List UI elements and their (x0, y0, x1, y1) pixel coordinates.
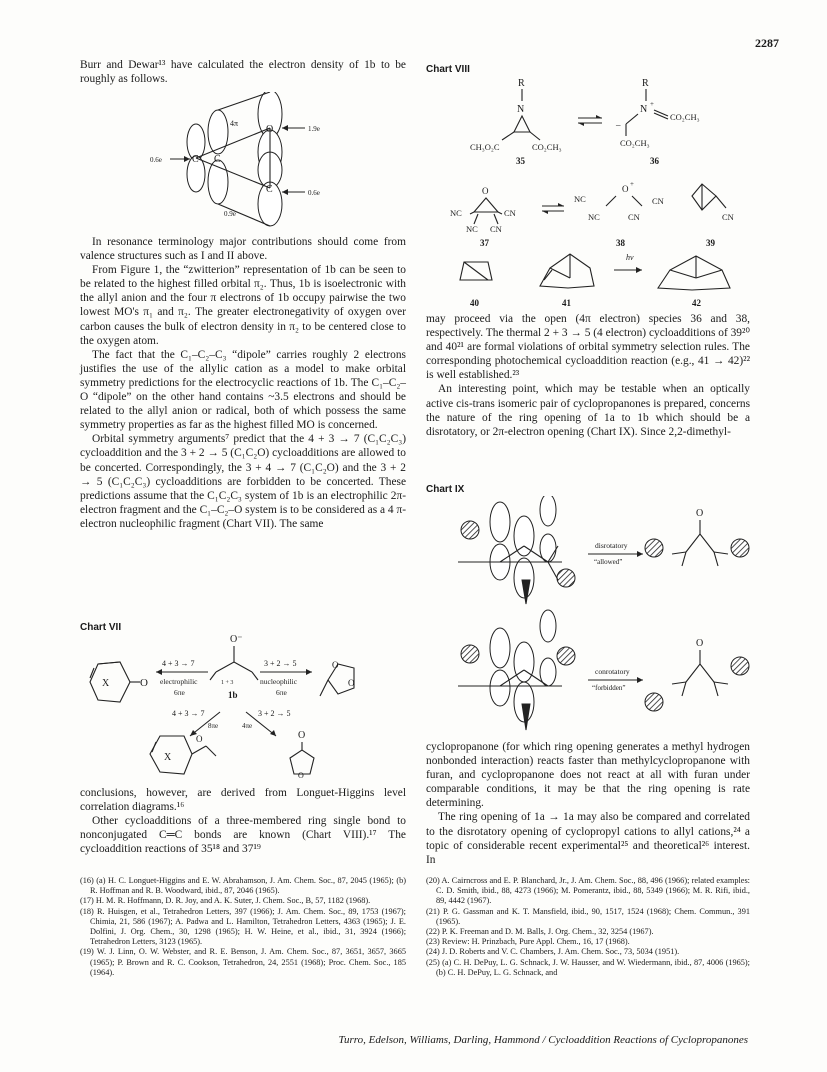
reference: (19) W. J. Linn, O. W. Webster, and R. E. Benson, J. Am. Chem. Soc., 87, 3651, 3657, 3665 (1965); P. Brown and R. C. Cookson, Tetrahedron, 24, 2551 (1968); Proc. Chem. Soc., 185 (1964). (80, 947, 406, 977)
orbital-lobes (187, 92, 282, 226)
svg-text:39: 39 (706, 238, 715, 248)
svg-text:C: C (192, 154, 199, 165)
svg-text:3 + 2 → 5: 3 + 2 → 5 (258, 709, 291, 718)
svg-text:NC: NC (450, 208, 462, 218)
paragraph: may proceed via the open (4π electron) species 36 and 38, respectively. The thermal 2 + 3 → 5 (4 electron) cycloadditions of 39²⁰ and 40²¹ are formal violations of orbital symmetry selection rules. The corresponding photochemical cycloaddition reaction (e.g., 41 → 42)²² is well established.²³ (426, 313, 750, 382)
svg-text:CN: CN (490, 224, 502, 234)
label-4pi: 4π (230, 119, 239, 128)
svg-text:“allowed”: “allowed” (594, 558, 623, 566)
arrow-label: 4 + 3 → 7 (162, 659, 195, 668)
svg-text:O: O (298, 771, 304, 780)
svg-text:N: N (517, 104, 525, 115)
svg-text:CN: CN (652, 196, 664, 206)
conrotatory-orbitals (458, 610, 575, 730)
svg-text:R: R (518, 78, 525, 89)
svg-text:4πe: 4πe (242, 722, 253, 730)
svg-text:NC: NC (574, 194, 586, 204)
svg-text:O: O (298, 730, 306, 741)
svg-text:O: O (622, 184, 629, 194)
dioxolane-right (320, 660, 355, 696)
svg-text:4 + 3 → 7: 4 + 3 → 7 (172, 709, 205, 718)
svg-text:O: O (696, 508, 704, 519)
svg-text:“forbidden”: “forbidden” (592, 684, 626, 692)
bicyclic-ketone-left (90, 662, 148, 702)
svg-text:hν: hν (626, 253, 634, 262)
svg-text:40: 40 (470, 298, 479, 308)
svg-text:C: C (214, 154, 221, 165)
paragraph: In resonance terminology major contributions should come from valence structures such as I and II above. (80, 236, 406, 263)
svg-text:CN: CN (504, 208, 516, 218)
chart7-figure (80, 632, 410, 782)
svg-text:disrotatory: disrotatory (595, 541, 628, 550)
svg-text:NC: NC (588, 212, 600, 222)
svg-text:8πe: 8πe (208, 722, 219, 730)
svg-text:C: C (266, 184, 273, 195)
bicyclic-ether-product (150, 734, 216, 774)
running-footer: Turro, Edelson, Williams, Darling, Hammond / Cycloaddition Reactions of Cyclopropanones (338, 1034, 748, 1046)
svg-text:37: 37 (480, 238, 489, 248)
svg-text:NC: NC (466, 224, 478, 234)
paragraph: Other cycloadditions of a three-membered ring single bond to nonconjugated C═C bonds are known (Chart VIII).¹⁷ The cycloaddition reactions of 35¹⁸ and 37¹⁹ (80, 815, 406, 856)
left-intro (80, 58, 406, 86)
intro-paragraph: Burr and Dewar¹³ have calculated the electron density of 1b to be roughly as follows. (80, 59, 406, 86)
reference: (25) (a) C. H. DePuy, L. G. Schnack, J. W. Hausser, and W. Wiedermann, ibid., 87, 4006 (1965); (b) C. H. DePuy, L. G. Schnack, and (426, 957, 750, 977)
svg-text:O: O (482, 186, 489, 196)
label-left-density: 0.6e (150, 156, 162, 164)
chart8-title: Chart VIII (426, 64, 470, 75)
svg-text:3 + 2 → 5: 3 + 2 → 5 (264, 659, 297, 668)
chart7-title: Chart VII (80, 622, 122, 633)
paragraph: From Figure 1, the “zwitterion” representation of 1b can be seen to be related to the highest filled orbital π₂. Thus, 1b is isoelectronic with the allyl anion and the four π electrons of 1b occupy pairwise the two lowest MO's π₁ and π₂. The greater electronegativity of oxygen over carbon causes the bulk of electron density in π₂ to be centered close to the oxygen atom. (80, 264, 406, 347)
references-right (426, 876, 750, 978)
disrotatory-product (645, 508, 749, 566)
chart8-figure (430, 74, 770, 310)
svg-text:conrotatory: conrotatory (595, 667, 630, 676)
left-body (80, 235, 406, 531)
conrotatory-product (645, 638, 749, 711)
svg-text:N: N (640, 104, 648, 115)
svg-text:CH₃O₂C: CH₃O₂C (470, 142, 500, 152)
paragraph: Orbital symmetry arguments⁷ predict that the 4 + 3 → 7 (C₁C₂C₃) cycloaddition and the 3 + 2 → 5 (C₁C₂O) cycloadditions are allowed to be concerted. Correspondingly, the 3 + 4 → 7 (C₁C₂O) and the 3 + 2 → 5 (C₁C₂C₃) cycloadditions are forbidden to be concerted. These predictions assume that the C₁C₂C₃ system of 1b is an electrophilic 2π-electron fragment and the C₁–C₂–O system is to be considered as a 4 π-electron nucleophilic fragment (Chart VII). The same (80, 433, 406, 530)
svg-text:1 + 3: 1 + 3 (221, 680, 234, 686)
left-body-2 (80, 786, 406, 856)
svg-text:O: O (140, 677, 148, 689)
o-minus: O⁻ (230, 634, 243, 645)
svg-text:O: O (266, 124, 274, 135)
chart9-title: Chart IX (426, 484, 465, 495)
reference: (18) R. Huisgen, et al., Tetrahedron Letters, 397 (1966); J. Am. Chem. Soc., 89, 1753 (1967); Chimia, 21, 586 (1967); A. Padwa and L. Hamilton, Tetrahedron Letters, 4363 (1965); J. E. Dolfini, J. Org. Chem., 30, 1298 (1965); H. W. Heine, et al., ibid., 31, 3924 (1966); Tetrahedron Letters, 3123 (1965). (80, 906, 406, 947)
svg-text:electrophilic: electrophilic (160, 677, 198, 686)
reference: (24) J. D. Roberts and V. C. Chambers, J. Am. Chem. Soc., 73, 5034 (1951). (426, 947, 680, 957)
reference: (17) H. M. R. Hoffmann, D. R. Joy, and A. K. Suter, J. Chem. Soc., B, 57, 1182 (1968). (80, 896, 371, 906)
reference: (23) Review: H. Prinzbach, Pure Appl. Chem., 16, 17 (1968). (426, 937, 630, 947)
paragraph: conclusions, however, are derived from Longuet-Higgins level correlation diagrams.¹⁶ (80, 787, 406, 814)
svg-text:35: 35 (516, 156, 525, 166)
label-bottom-density: 0.9e (224, 210, 236, 218)
svg-text:CO₂CH₃: CO₂CH₃ (620, 138, 650, 148)
reference: (22) P. K. Freeman and D. M. Balls, J. Org. Chem., 32, 3254 (1967). (426, 927, 654, 937)
paragraph: The fact that the C₁–C₂–C₃ “dipole” carries roughly 2 electrons justifies the use of the allylic cation as a model to make orbital symmetry predictions for the electrocyclic reactions of 1b. The C₁–C₂–O “dipole” on the other hand contains ~3.5 electrons and should be related to the allyl anion or radical, both of which possess the same symmetry properties as far as the highest filled MO is concerned. (80, 348, 406, 432)
chart9-figure (438, 496, 758, 736)
references-left (80, 876, 406, 978)
svg-text:+: + (630, 180, 634, 188)
svg-text:O: O (196, 734, 203, 744)
svg-text:–: – (616, 120, 621, 130)
svg-text:42: 42 (692, 298, 701, 308)
svg-text:41: 41 (562, 298, 571, 308)
reference: (20) A. Cairncross and E. P. Blanchard, Jr., J. Am. Chem. Soc., 88, 496 (1966); related examples: C. D. Smith, ibid., 88, 4273 (1966); M. Pomerantz, ibid., 88, 5349 (1966); M. R. Rifi, ibid., 89, 4442 (1967). (426, 876, 750, 906)
svg-text:+: + (650, 100, 654, 108)
svg-text:O: O (348, 678, 355, 688)
paragraph: cyclopropanone (for which ring opening generates a methyl hydrogen nonbonded interaction) reacts faster than methylcyclopropanone with furan, and cyclopropanone does not react at all with furan under comparable conditions, it may be that the ring opening is rate determining. (426, 741, 750, 810)
paragraph: The ring opening of 1a → 1a may also be compared and correlated to the disrotatory opening of cyclopropyl cations to allyl cations,²⁴ a topic of considerable recent experimental²⁵ and theoretical²⁶ interest. In (426, 811, 750, 866)
svg-text:O: O (332, 660, 339, 670)
paragraph: An interesting point, which may be testable when an optically active cis-trans isomeric pair of cyclopropanones is prepared, concerns the nature of the ring opening of 1a to 1b which should be a disrotatory, or 2π-electron opening (Chart IX). Since 2,2-dimethyl- (426, 383, 750, 438)
disrotatory-orbitals (458, 496, 575, 604)
svg-text:36: 36 (650, 156, 659, 166)
svg-text:CO₂CH₃: CO₂CH₃ (532, 142, 562, 152)
svg-text:X: X (102, 678, 110, 689)
svg-text:O: O (696, 638, 704, 649)
right-body (426, 312, 750, 439)
svg-text:R: R (642, 78, 649, 89)
electron-density-figure (130, 92, 360, 232)
furanone-product (290, 730, 314, 780)
svg-text:6πe: 6πe (276, 688, 287, 697)
page-number: 2287 (755, 36, 779, 50)
label-right-density: 0.6e (308, 189, 320, 197)
right-body-2 (426, 740, 750, 867)
svg-text:1b: 1b (228, 690, 238, 700)
svg-text:38: 38 (616, 238, 625, 248)
svg-text:CN: CN (722, 212, 734, 222)
svg-text:CN: CN (628, 212, 640, 222)
reference: (16) (a) H. C. Longuet-Higgins and E. W. Abrahamson, J. Am. Chem. Soc., 87, 2045 (1965); (b) R. Hoffman and R. B. Woodward, ibid., 87, 2046 (1965). (80, 876, 406, 896)
reference: (21) P. G. Gassman and K. T. Mansfield, ibid., 90, 1517, 1524 (1968); Chem. Commun., 391 (1965). (426, 906, 750, 926)
svg-text:nucleophilic: nucleophilic (260, 677, 298, 686)
svg-text:6πe: 6πe (174, 688, 185, 697)
svg-text:CO₂CH₃: CO₂CH₃ (670, 112, 700, 122)
label-o-density: 1.9e (308, 125, 320, 133)
svg-text:X: X (164, 752, 172, 763)
